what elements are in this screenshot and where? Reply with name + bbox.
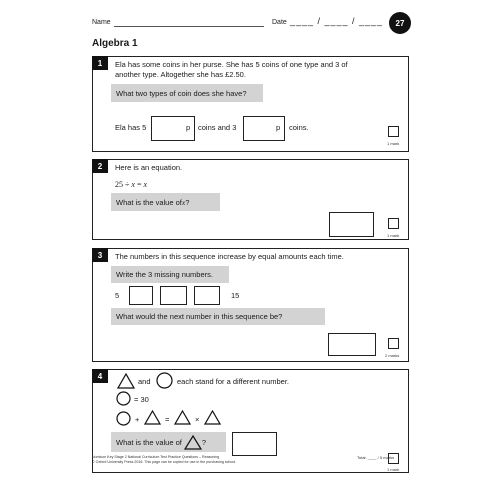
mark-label: 1 mark	[387, 141, 400, 146]
date-field[interactable]: ____ / ____ / ____	[290, 16, 384, 26]
triangle-icon	[204, 410, 221, 425]
mark-box[interactable]	[388, 338, 399, 349]
page-header	[92, 12, 410, 32]
pence-unit-1: p	[186, 123, 191, 132]
mark-label: 1 mark	[387, 233, 400, 238]
pence-unit-2: p	[276, 123, 281, 132]
triangle-icon	[117, 373, 135, 389]
circle-icon	[116, 411, 131, 426]
circle-icon	[156, 372, 173, 389]
answer-text-1: Ela has 5	[115, 123, 147, 132]
question-text: The numbers in this sequence increase by equal amounts each time.	[115, 252, 344, 261]
question-number: 3	[92, 248, 108, 262]
question-number: 1	[92, 56, 108, 70]
equation: 25 ÷ x = x	[115, 180, 148, 189]
question-number: 2	[92, 159, 108, 173]
sequence-box-2[interactable]	[160, 286, 187, 305]
question-prompt: What two types of coin does she have?	[111, 84, 263, 102]
sequence-start: 5	[115, 291, 120, 300]
circle-icon	[116, 391, 131, 406]
answer-text-2: coins and 3	[198, 123, 237, 132]
total-marks[interactable]: Total: ____ / 5 marks	[357, 455, 395, 460]
name-label: Name	[92, 19, 111, 26]
plus-sign: +	[135, 415, 140, 424]
sequence-end: 15	[231, 291, 240, 300]
triangle-icon	[144, 410, 161, 425]
sequence-box-3[interactable]	[194, 286, 220, 305]
question-2-box	[92, 159, 409, 240]
question-1-box	[92, 56, 409, 152]
mark-box[interactable]	[388, 126, 399, 137]
question-text: Ela has some coins in her purse. She has 5 coins of one type and 3 of another type. Altogether she has £2.50.	[115, 60, 348, 79]
question-prompt: Write the 3 missing numbers.	[111, 266, 229, 283]
question-prompt: What is the value of x ?	[111, 193, 220, 211]
question-prompt-2: What would the next number in this sequence be?	[111, 308, 325, 325]
footer-line-1: Numicon Key Stage 2 National Curriculum Test Practice Questions – Reasoning	[92, 455, 220, 459]
triangle-icon	[174, 410, 191, 425]
mark-label: 1 mark	[387, 467, 400, 472]
date-label: Date	[272, 19, 287, 26]
sequence-box-1[interactable]	[129, 286, 153, 305]
question-number: 4	[92, 369, 108, 383]
footer-credits	[92, 455, 236, 465]
mark-box[interactable]	[388, 218, 399, 229]
and-text: and	[138, 377, 151, 386]
circle-equation: = 30	[134, 395, 149, 404]
times-sign: ×	[195, 415, 200, 424]
answer-text-3: coins.	[289, 123, 309, 132]
answer-box[interactable]	[232, 432, 277, 456]
question-text: each stand for a different number.	[177, 377, 290, 386]
answer-box[interactable]	[328, 333, 376, 356]
equals-sign: =	[165, 415, 170, 424]
triangle-icon	[184, 435, 202, 450]
page-number-badge: 27	[389, 12, 411, 34]
name-field[interactable]	[114, 26, 264, 27]
question-3-box	[92, 248, 409, 362]
footer-line-2: © Oxford University Press 2016. This page can be copied for use in the purchasing school.	[92, 460, 237, 464]
section-title: Algebra 1	[92, 38, 138, 49]
answer-box[interactable]	[329, 212, 374, 237]
question-text: Here is an equation.	[115, 163, 183, 172]
question-prompt: What is the value of ?	[111, 432, 226, 452]
mark-label: 2 marks	[385, 353, 400, 358]
